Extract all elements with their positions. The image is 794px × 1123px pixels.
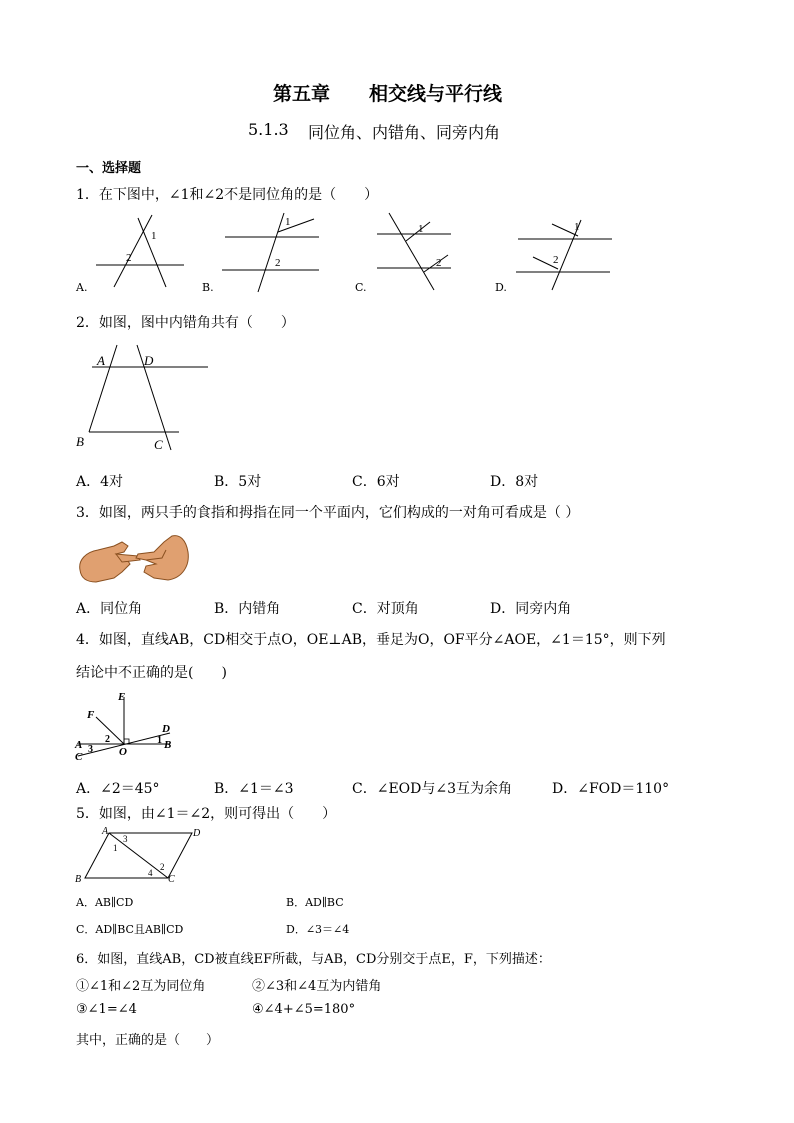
fig-5-label-1: 1 — [113, 843, 118, 853]
fig-1a-label-1: 1 — [151, 230, 157, 242]
question-4-text-line2: 结论中不正确的是( ) — [76, 665, 227, 681]
fig-4-label-3: 3 — [88, 744, 93, 755]
two-hands-image — [76, 532, 192, 586]
q3-option-c[interactable]: C．对顶角 — [352, 601, 419, 617]
fig-4-label-c: C — [75, 751, 83, 763]
question-4-figure — [72, 690, 182, 765]
fig-4-label-b: B — [164, 739, 172, 751]
question-4-text-line1: 4．如图，直线AB，CD相交于点O，OE⊥AB，垂足为O，OF平分∠AOE，∠1＝15°，则下列 — [76, 632, 666, 648]
figure-1d — [516, 220, 612, 290]
fig-5-label-b: B — [75, 874, 82, 885]
section-title: 同位角、内错角、同旁内角 — [308, 123, 501, 142]
q4-option-a[interactable]: A．∠2＝45° — [76, 781, 160, 797]
q5-option-b[interactable]: B．AD∥BC — [286, 896, 344, 909]
question-2-text: 2．如图，图中内错角共有（ ） — [76, 315, 295, 331]
fig-1c-label-2: 2 — [436, 257, 442, 269]
q2-option-b[interactable]: B．5对 — [214, 474, 262, 490]
q4-option-c[interactable]: C．∠EOD与∠3互为余角 — [352, 781, 513, 797]
fig-1b-label-2: 2 — [275, 257, 281, 269]
fig-1a-label-2: 2 — [126, 252, 132, 264]
q1-option-d[interactable]: D. — [495, 281, 507, 294]
q6-statement-1: ①∠1和∠2互为同位角 — [76, 979, 206, 994]
fig-2-label-c: C — [154, 437, 163, 452]
question-6-text: 6．如图，直线AB，CD被直线EF所截，与AB，CD分别交于点E，F，下列描述： — [76, 952, 551, 967]
question-5-text: 5．如图，由∠1＝∠2，则可得出（ ） — [76, 806, 337, 822]
fig-4-label-f: F — [87, 709, 95, 721]
fig-4-label-d: D — [162, 723, 170, 735]
q6-closing: 其中，正确的是（ ） — [76, 1033, 220, 1048]
q1-option-c[interactable]: C. — [355, 281, 367, 294]
chapter-number: 第五章 — [273, 83, 331, 105]
q5-option-d[interactable]: D．∠3＝∠4 — [286, 923, 350, 936]
fig-5-label-a: A — [102, 826, 109, 837]
q2-option-c[interactable]: C．6对 — [352, 474, 400, 490]
figure-1b — [222, 213, 319, 292]
section-number: 5.1.3 — [248, 120, 289, 139]
q3-option-d[interactable]: D．同旁内角 — [490, 601, 572, 617]
fig-4-label-o: O — [119, 746, 127, 758]
q5-option-a[interactable]: A．AB∥CD — [76, 896, 134, 909]
fig-4-label-a: A — [75, 739, 83, 751]
figure-1c — [377, 213, 451, 290]
chapter-title: 相交线与平行线 — [369, 83, 503, 105]
section-heading: 一、选择题 — [76, 161, 142, 176]
fig-5-label-4: 4 — [148, 868, 153, 878]
fig-2-label-b: B — [76, 434, 84, 449]
q3-option-a[interactable]: A．同位角 — [76, 601, 143, 617]
fig-5-label-3: 3 — [123, 834, 128, 844]
q6-statement-2: ②∠3和∠4互为内错角 — [252, 979, 382, 994]
q2-option-a[interactable]: A．4对 — [76, 474, 124, 490]
q6-statement-3: ③∠1=∠4 — [76, 1002, 137, 1017]
q4-option-b[interactable]: B．∠1＝∠3 — [214, 781, 294, 797]
fig-4-label-2: 2 — [105, 734, 110, 745]
question-1-text: 1．在下图中，∠1和∠2不是同位角的是（ ） — [76, 187, 379, 203]
q2-option-d[interactable]: D．8对 — [490, 474, 539, 490]
q5-option-c[interactable]: C．AD∥BC且AB∥CD — [76, 923, 184, 936]
fig-5-label-c: C — [168, 874, 175, 885]
q3-option-b[interactable]: B．内错角 — [214, 601, 281, 617]
fig-4-label-1: 1 — [157, 735, 162, 746]
fig-5-label-2: 2 — [160, 862, 165, 872]
figure-1a — [96, 215, 184, 287]
fig-5-label-d: D — [193, 828, 201, 839]
question-3-text: 3．如图，两只手的食指和拇指在同一个平面内，它们构成的一对角可看成是（ ） — [76, 505, 580, 521]
fig-4-label-e: E — [118, 691, 126, 703]
q1-option-b[interactable]: B. — [202, 281, 214, 294]
q4-option-d[interactable]: D．∠FOD＝110° — [552, 781, 670, 797]
q1-option-a[interactable]: A. — [76, 281, 88, 294]
fig-1c-label-1: 1 — [418, 223, 424, 235]
question-2-figure — [70, 340, 220, 455]
fig-2-label-d: D — [144, 353, 154, 368]
fig-1d-label-1: 1 — [574, 221, 580, 233]
fig-1d-label-2: 2 — [553, 254, 559, 266]
fig-2-label-a: A — [97, 353, 105, 368]
fig-1b-label-1: 1 — [285, 216, 291, 228]
q6-statement-4: ④∠4+∠5=180° — [252, 1002, 356, 1017]
question-5-figure — [72, 825, 212, 887]
